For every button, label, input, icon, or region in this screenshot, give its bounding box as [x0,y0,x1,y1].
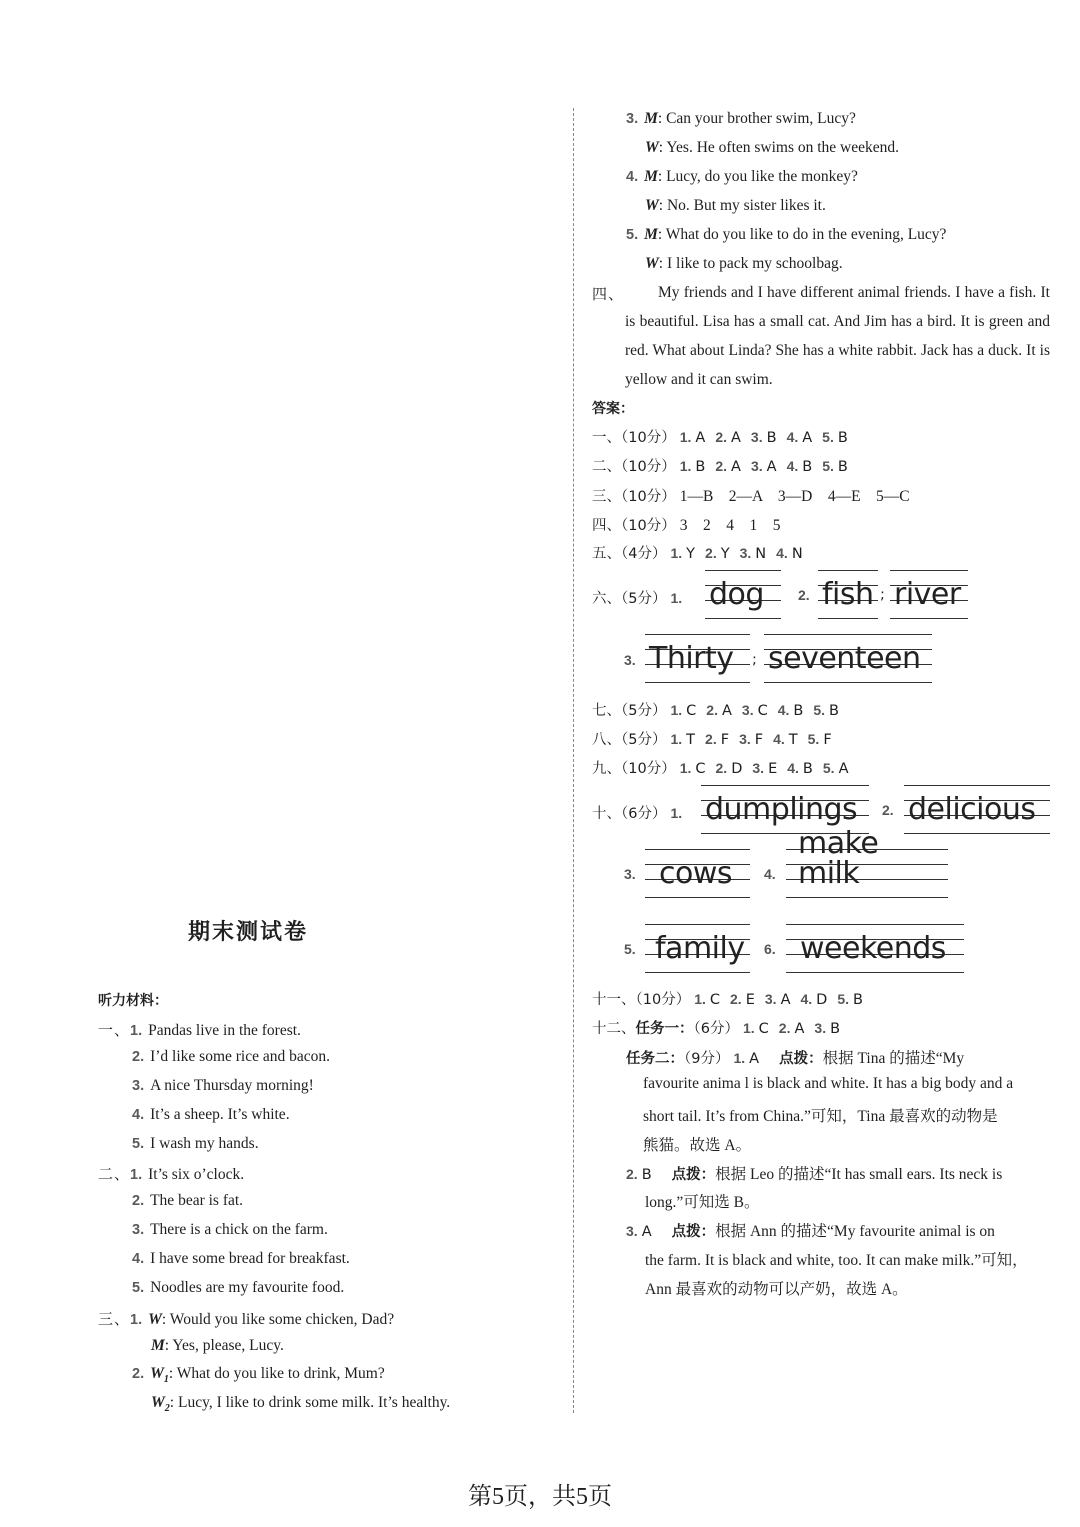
answer-row-10-num-5: 5. [624,941,636,957]
section-1-item-4: 4. It’s a sheep. It’s white. [132,1106,290,1123]
answer-row-6-label: 六、（5分） 1. [592,590,683,607]
answer-row-10-num-6: 6. [764,941,776,957]
writing-box-fish [818,570,878,614]
handwritten-answer: Thirty [649,641,734,676]
section-label: 二、 [98,1165,131,1183]
section-label: 一、 [98,1021,131,1039]
handwritten-answer: dumplings [705,792,858,827]
answer-row-12-task-1: 十二、任务一：（6分） 1. C 2. A 3. B [592,1020,841,1037]
answer-row-8: 八、（5分） 1. T 2. F 3. F 4. T 5. F [592,731,832,748]
explanation-3-line-3: Ann 最喜欢的动物可以产奶，故选 A。 [645,1281,908,1298]
section-2-item-2: 2. The bear is fat. [132,1192,244,1209]
answer-row-9: 九、（10分） 1. C 2. D 3. E 4. B 5. A [592,760,849,777]
section-1-item-3: 3. A nice Thursday morning! [132,1077,314,1094]
writing-box-delicious [904,785,1050,829]
answer-row-5: 五、（4分） 1. Y 2. Y 3. N 4. N [592,545,803,562]
answer-row-3: 三、（10分） 1—B 2—A 3—D 4—E 5—C [592,488,910,505]
dialogue-5-line-1: 5. M: What do you like to do in the evening, Lucy? [626,226,947,243]
section-1-item-5: 5. I wash my hands. [132,1135,259,1152]
handwritten-answer: cows [659,856,733,891]
answer-row-12-task-2: 任务二：（9分） 1. A 点拨：根据 Tina 的描述“My [626,1050,965,1067]
answer-row-10-label: 十、（6分） 1. [592,805,683,822]
section-4-label: 四、 [592,285,625,303]
handwritten-answer: fish [822,577,874,612]
section-2-item-1: 二、1. It’s six o’clock. [98,1165,245,1183]
listening-label: 听力材料： [98,993,168,1009]
dialogue-4-line-2: W: No. But my sister likes it. [645,197,826,214]
explanation-3-line-1: 3. A 点拨：根据 Ann 的描述“My favourite animal is on [626,1223,995,1240]
writing-box-dumplings [701,785,869,829]
handwritten-answer: make milk [798,826,879,891]
answers-label: 答案： [592,401,634,417]
dialogue-4-line-1: 4. M: Lucy, do you like the monkey? [626,168,858,185]
answer-row-11: 十一、（10分） 1. C 2. E 3. A 4. D 5. B [592,991,863,1008]
answer-row-6-num-3: 3. [624,652,636,668]
handwritten-answer: river [894,577,961,612]
dialogue-3-line-2: W: Yes. He often swims on the weekend. [645,139,900,156]
handwritten-answer: dog [709,577,764,612]
answer-row-2: 二、（10分） 1. B 2. A 3. A 4. B 5. B [592,458,848,475]
explanation-2-line-2: long.”可知选 B。 [645,1194,760,1211]
section-1-item-2: 2. I’d like some rice and bacon. [132,1048,330,1065]
section-label: 三、 [98,1310,131,1328]
answer-row-10-num-3: 3. [624,866,636,882]
handwritten-answer: family [655,931,745,966]
section-2-item-3: 3. There is a chick on the farm. [132,1221,328,1238]
writing-box-make-milk [786,826,948,893]
explanation-1-line-3: short tail. It’s from China.”可知，Tina 最喜欢的动物是 [643,1108,998,1125]
writing-box-cows [645,849,750,893]
answer-row-10-num-2: 2. [882,802,894,818]
answer-row-1: 一、（10分） 1. A 2. A 3. B 4. A 5. B [592,429,848,446]
page-title: 期末测试卷 [188,920,309,945]
section-3-dialogue-1-line-1: 三、1. W: Would you like some chicken, Dad? [98,1310,395,1328]
section-2-item-5: 5. Noodles are my favourite food. [132,1279,345,1296]
dialogue-3-line-1: 3. M: Can your brother swim, Lucy? [626,110,856,127]
answer-row-7: 七、（5分） 1. C 2. A 3. C 4. B 5. B [592,702,839,719]
explanation-2-line-1: 2. B 点拨：根据 Leo 的描述“It has small ears. Its neck is [626,1166,1003,1183]
answer-separator-2: ; [752,652,757,668]
section-3-dialogue-2-line-2: $W_2$: Lucy, I like to drink some milk. It’s healthy. [151,1394,451,1415]
handwritten-answer: delicious [908,792,1036,827]
answer-row-6-num-2: 2. [798,587,810,603]
answer-row-4: 四、（10分） 3 2 4 1 5 [592,517,781,534]
answer-row-10-num-4: 4. [764,866,776,882]
explanation-1-line-2: favourite anima l is black and white. It has a big body and a [643,1075,1014,1092]
explanation-1-line-4: 熊猫。故选 A。 [643,1137,752,1154]
writing-box-seventeen [764,634,932,678]
explanation-3-line-2: the farm. It is black and white, too. It can make milk.”可知， [645,1252,1028,1269]
page-number-footer: 第5页，共5页 [468,1484,612,1510]
section-4-passage: My friends and I have different animal friends. I have a fish. It is beautiful. Lisa has a small cat. And Jim has a bird. It is green and red. What about Linda? She has a white rabbit. Jack has a duck. It is yellow and it can swim. [625,284,1050,388]
writing-box-thirty [645,634,750,678]
writing-box-dog [705,570,781,614]
section-3-dialogue-2-line-1: 2. $W_1$: What do you like to drink, Mum? [132,1365,385,1386]
section-1-item-1: 一、1. Pandas live in the forest. [98,1021,301,1039]
dialogue-5-line-2: W: I like to pack my schoolbag. [645,255,843,272]
section-2-item-4: 4. I have some bread for breakfast. [132,1250,350,1267]
answer-separator: ; [880,587,885,603]
writing-box-family [645,924,750,968]
column-divider [573,108,574,1413]
writing-box-river [890,570,968,614]
writing-box-weekends [786,924,964,968]
section-3-dialogue-1-line-2: M: Yes, please, Lucy. [151,1337,284,1354]
handwritten-answer: weekends [800,931,946,966]
handwritten-answer: seventeen [768,641,921,676]
